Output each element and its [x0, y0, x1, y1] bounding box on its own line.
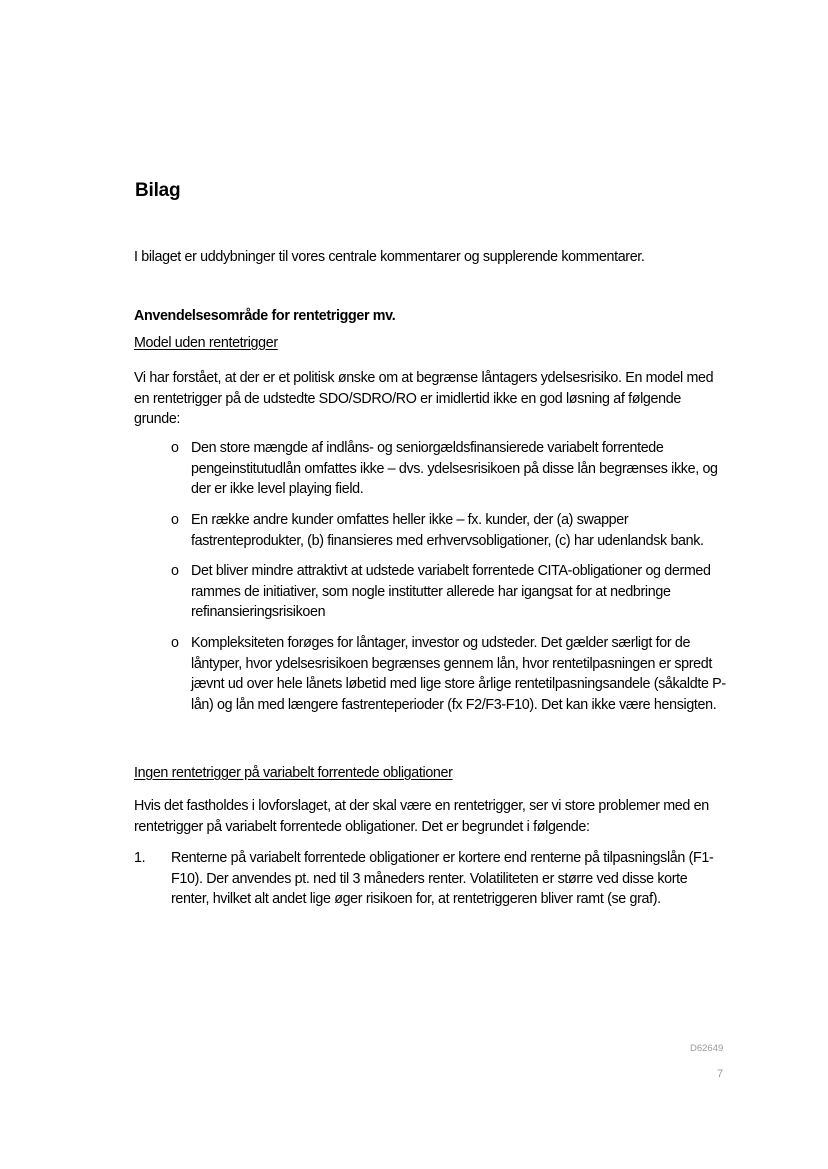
bullet-marker: o	[171, 440, 179, 456]
intro-paragraph: I bilaget er uddybninger til vores centrale kommentarer og supplerende kommentarer.	[134, 249, 645, 265]
bullet-marker: o	[171, 512, 179, 528]
list-item-text: Den store mængde af indlåns- og seniorgældsfinansierede variabelt forrentede pengeinstitutudlån omfattes ikke – dvs. ydelsesrisikoen på disse lån begrænses ikke, og der er ikke level playing field.	[191, 440, 718, 497]
list-item-text: Det bliver mindre attraktivt at udstede variabelt forrentede CITA-obligationer og dermed rammes de initiativer, som nogle institutter allerede har igangsat for at nedbringe refinansieringsrisikoen	[191, 563, 711, 620]
page-title: Bilag	[135, 180, 181, 201]
bullet-marker: o	[171, 635, 179, 651]
section-heading: Anvendelsesområde for rentetrigger mv.	[134, 308, 396, 324]
subheading-ingen-rentetrigger: Ingen rentetrigger på variabelt forrentede obligationer	[134, 765, 453, 781]
document-id: D62649	[690, 1043, 724, 1054]
paragraph-lovforslag: Hvis det fastholdes i lovforslaget, at der skal være en rentetrigger, ser vi store problemer med en rentetrigger på variabelt forrentede obligationer. Det er begrundet i følgende:	[134, 798, 709, 835]
paragraph-model: Vi har forstået, at der er et politisk ønske om at begrænse låntagers ydelsesrisiko. En model med en rentetrigger på de udstedte SDO/SDRO/RO er imidlertid ikke en god løsning af følgende grunde:	[134, 370, 714, 427]
list-item-text: Kompleksiteten forøges for låntager, investor og udsteder. Det gælder særligt for de låntyper, hvor ydelsesrisikoen begrænses gennem lån, hvor rentetilpasningen er spredt jævnt ud over hele lånets løbetid med lige store årlige rentetilpasningsandele (såkaldte P-lån) og lån med længere fastrenteperioder (fx F2/F3-F10). Det kan ikke være hensigten.	[191, 635, 726, 713]
numbered-item-text: Renterne på variabelt forrentede obligationer er kortere end renterne på tilpasningslån (F1-F10). Der anvendes pt. ned til 3 måneders renter. Volatiliteten er større ved disse korte renter, hvilket alt andet lige øger risikoen for, at rentetriggeren bliver ramt (se graf).	[171, 850, 714, 907]
list-item-text: En række andre kunder omfattes heller ikke – fx. kunder, der (a) swapper fastrenteprodukter, (b) finansieres med erhvervsobligationer, (c) har udenlandsk bank.	[191, 512, 704, 549]
subheading-model-uden-rentetrigger: Model uden rentetrigger	[134, 335, 278, 351]
numbered-marker: 1.	[134, 850, 146, 866]
page-number: 7	[717, 1068, 724, 1080]
bullet-marker: o	[171, 563, 179, 579]
